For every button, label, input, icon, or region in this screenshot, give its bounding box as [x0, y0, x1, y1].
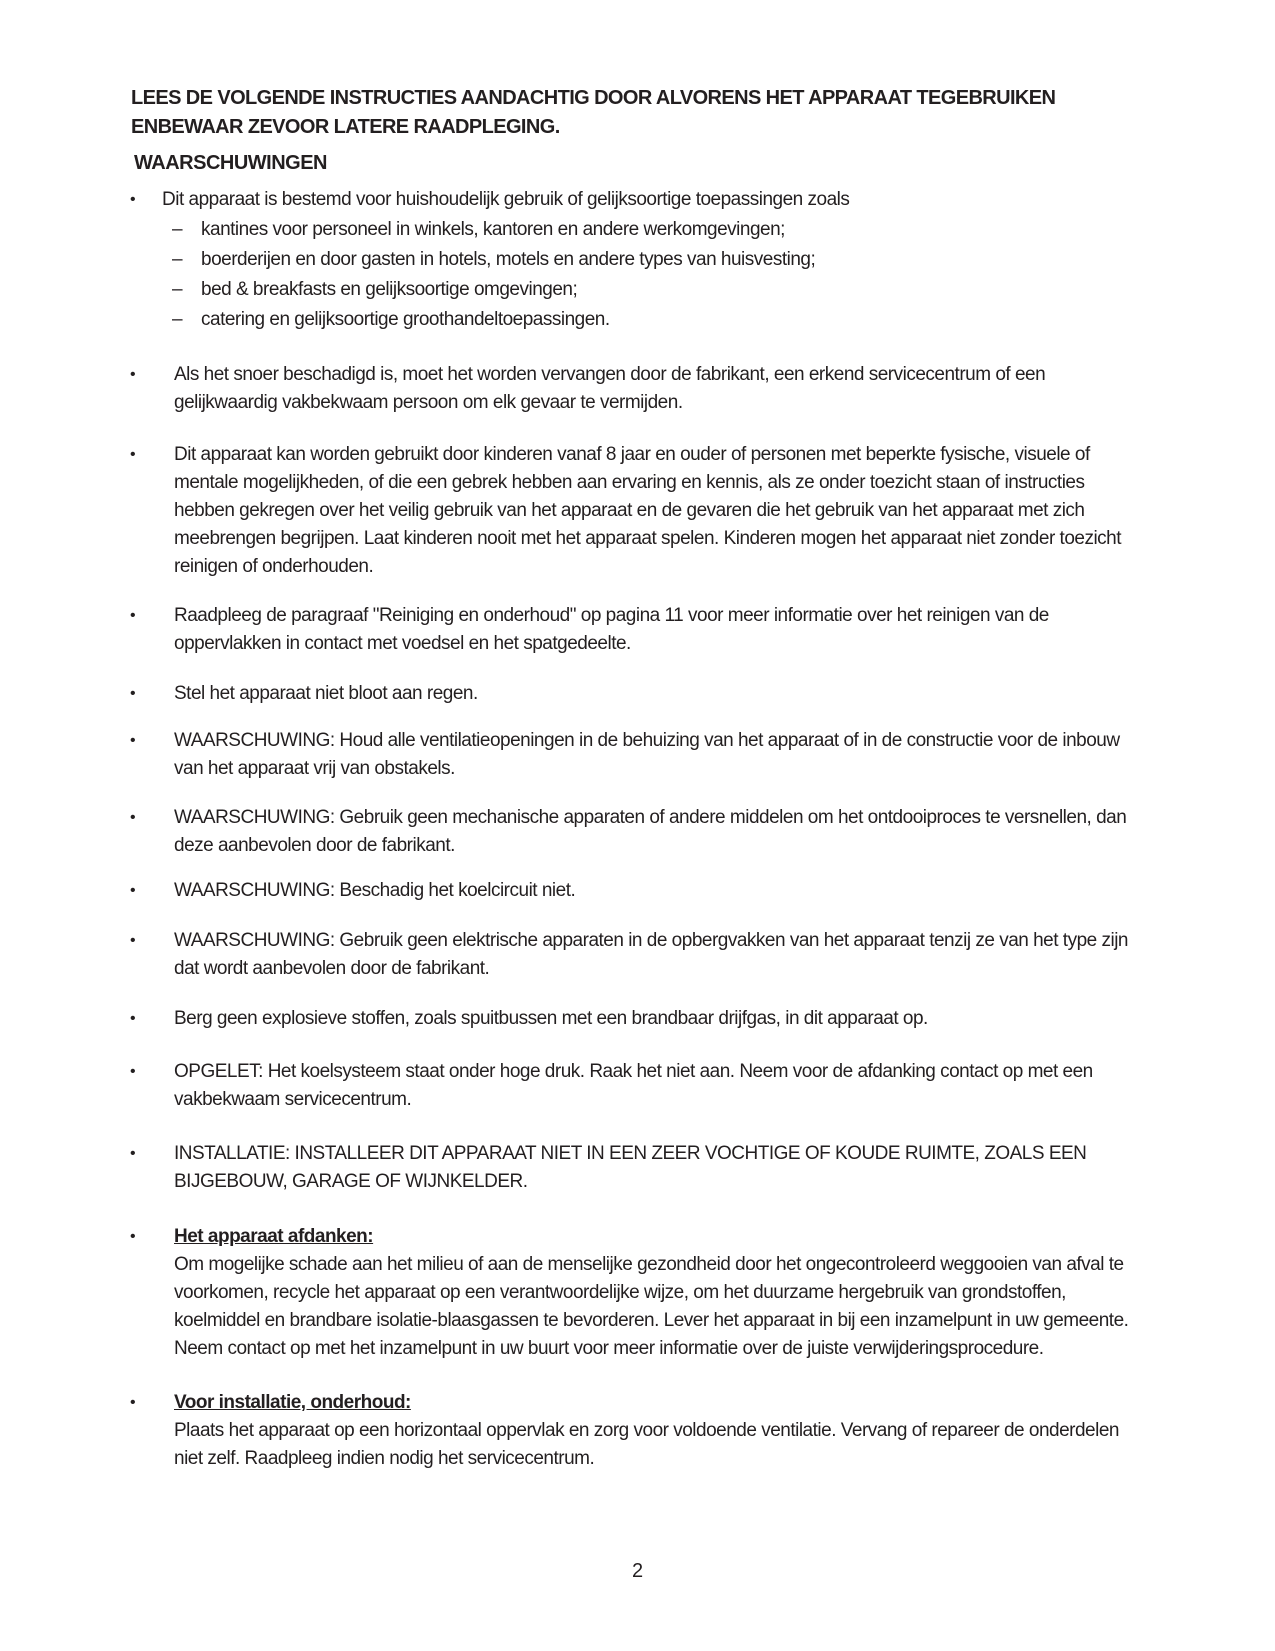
- bullet-icon: •: [130, 732, 136, 749]
- disposal-text: Om mogelijke schade aan het milieu of aan de menselijke gezondheid door het ongecontroleerd weggooien van afval te voorkomen, recycle het apparaat op een verantwoordelijke wijze, om het duurzame hergebruik van grondstoffen, koelmiddel en brandbare isolatie-blaasgassen te bevorderen. Lever het apparaat in bij een inzamelpunt in uw gemeente. Neem contact op met het inzamelpunt in uw buurt voor meer informatie over de juiste verwijderingsprocedure.: [174, 1254, 1129, 1359]
- bullet-icon: •: [130, 809, 136, 826]
- installation-title: Voor installatie, onderhoud:: [174, 1392, 411, 1413]
- instructions-heading: LEES DE VOLGENDE INSTRUCTIES AANDACHTIG DOOR ALVORENS HET APPARAAT TEGEBRUIKEN ENBEWAAR ZEVOOR LATERE RAADPLEGING.: [131, 87, 1056, 138]
- bullet-icon: •: [130, 1228, 136, 1245]
- list-item-text: WAARSCHUWING: Gebruik geen elektrische apparaten in de opbergvakken van het apparaat tenzij ze van het type zijn dat wordt aanbevolen door de fabrikant.: [174, 930, 1128, 979]
- list-item-text: Dit apparaat is bestemd voor huishoudelijk gebruik of gelijksoortige toepassingen zoals: [162, 189, 850, 210]
- list-item-text: WAARSCHUWING: Houd alle ventilatieopeningen in de behuizing van het apparaat of in de constructie voor de inbouw van het apparaat vrij van obstakels.: [174, 730, 1120, 779]
- bullet-icon: •: [130, 1394, 136, 1411]
- bullet-icon: •: [130, 446, 136, 463]
- installation-section: [174, 1389, 1144, 1473]
- list-item-text: Berg geen explosieve stoffen, zoals spuitbussen met een brandbaar drijfgas, in dit apparaat op.: [174, 1008, 928, 1029]
- dash-icon: –: [172, 309, 183, 330]
- page-number: 2: [631, 1560, 644, 1582]
- list-item-text: Raadpleeg de paragraaf "Reiniging en onderhoud" op pagina 11 voor meer informatie over het reinigen van de oppervlakken in contact met voedsel en het spatgedeelte.: [174, 605, 1049, 654]
- bullet-icon: •: [130, 607, 136, 624]
- list-item-text: WAARSCHUWING: Beschadig het koelcircuit niet.: [174, 880, 576, 901]
- dash-icon: –: [172, 249, 183, 270]
- warnings-title: WAARSCHUWINGEN: [134, 152, 327, 174]
- bullet-icon: •: [130, 191, 136, 208]
- list-item-text: WAARSCHUWING: Gebruik geen mechanische apparaten of andere middelen om het ontdooiproces te versnellen, dan deze aanbevolen door de fabrikant.: [174, 807, 1127, 856]
- disposal-title: Het apparaat afdanken:: [174, 1226, 374, 1247]
- dash-icon: –: [172, 279, 183, 300]
- bullet-icon: •: [130, 882, 136, 899]
- sub-list-item-text: boerderijen en door gasten in hotels, motels en andere types van huisvesting;: [201, 249, 816, 270]
- list-item-text: Als het snoer beschadigd is, moet het worden vervangen door de fabrikant, een erkend servicecentrum of een gelijkwaardig vakbekwaam persoon om elk gevaar te vermijden.: [174, 364, 1046, 413]
- sub-list-item-text: bed & breakfasts en gelijksoortige omgevingen;: [201, 279, 578, 300]
- list-item-text: Dit apparaat kan worden gebruikt door kinderen vanaf 8 jaar en ouder of personen met beperkte fysische, visuele of mentale mogelijkheden, of die een gebrek hebben aan ervaring en kennis, als ze onder toezicht staan of instructies hebben gekregen over het veilig gebruik van het apparaat en de gevaren die het gebruik van het apparaat met zich meebrengen begrijpen. Laat kinderen nooit met het apparaat spelen. Kinderen mogen het apparaat niet zonder toezicht reinigen of onderhouden.: [174, 444, 1122, 577]
- bullet-icon: •: [130, 366, 136, 383]
- list-item-text: INSTALLATIE: INSTALLEER DIT APPARAAT NIET IN EEN ZEER VOCHTIGE OF KOUDE RUIMTE, ZOALS EEN BIJGEBOUW, GARAGE OF WIJNKELDER.: [174, 1143, 1087, 1192]
- bullet-icon: •: [130, 685, 136, 702]
- list-item-text: OPGELET: Het koelsysteem staat onder hoge druk. Raak het niet aan. Neem voor de afdanking contact op met een vakbekwaam servicecentrum.: [174, 1061, 1093, 1110]
- bullet-icon: •: [130, 1063, 136, 1080]
- disposal-section: [174, 1223, 1144, 1363]
- bullet-icon: •: [130, 932, 136, 949]
- sub-list-item-text: catering en gelijksoortige groothandeltoepassingen.: [201, 309, 610, 330]
- bullet-icon: •: [130, 1145, 136, 1162]
- list-item-text: Stel het apparaat niet bloot aan regen.: [174, 683, 478, 704]
- bullet-icon: •: [130, 1010, 136, 1027]
- dash-icon: –: [172, 219, 183, 240]
- installation-text: Plaats het apparaat op een horizontaal oppervlak en zorg voor voldoende ventilatie. Vervang of repareer de onderdelen niet zelf. Raadpleeg indien nodig het servicecentrum.: [174, 1420, 1119, 1469]
- sub-list-item-text: kantines voor personeel in winkels, kantoren en andere werkomgevingen;: [201, 219, 785, 240]
